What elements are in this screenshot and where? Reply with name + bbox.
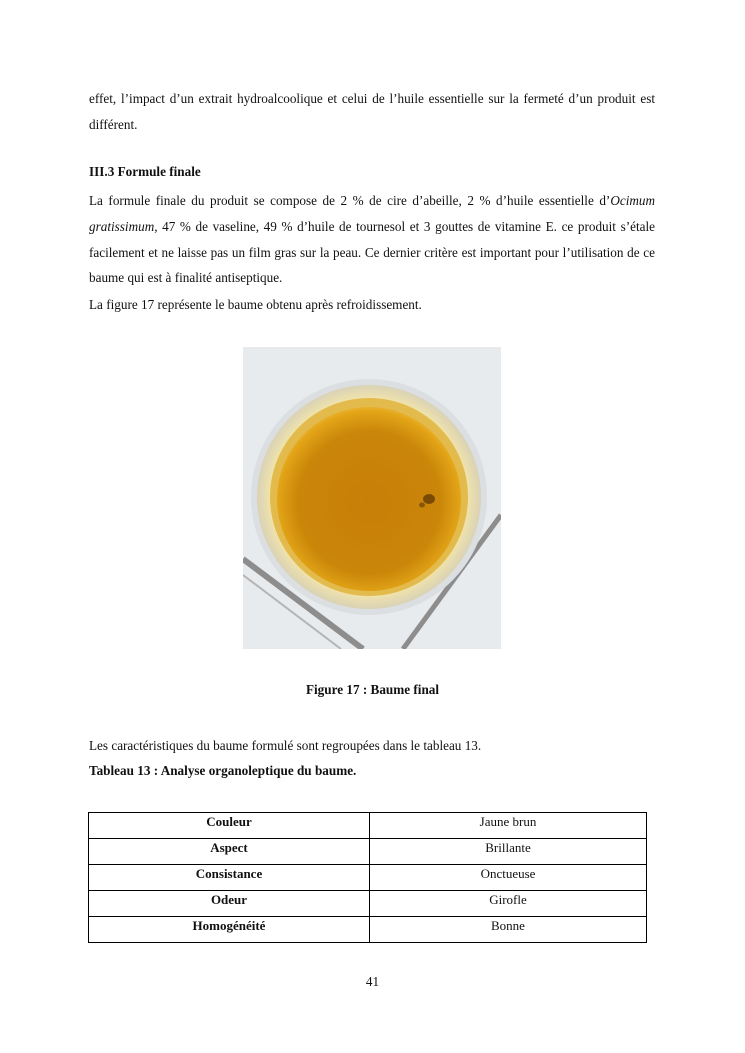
table-label-cell: Homogénéité: [89, 917, 370, 943]
formula-text-end: , 47 % de vaseline, 49 % d’huile de tournesol et 3 gouttes de vitamine E. ce produit s’étale facilement et ne laisse pas un film gras sur la peau. Ce dernier critère est important pour l’utilisation de ce baume qui est à finalité antiseptique.: [89, 218, 655, 286]
table-row: [89, 917, 647, 943]
formula-text-start: La formule finale du produit se compose de 2 % de cire d’abeille, 2 % d’huile essentielle d’: [89, 193, 611, 208]
balm-photo: [243, 347, 501, 649]
species-name: Ocimum gratissimum: [89, 193, 655, 234]
table-value-cell: Onctueuse: [370, 865, 647, 891]
table-row: [89, 891, 647, 917]
table-value-cell: Bonne: [370, 917, 647, 943]
table-value-cell: Girofle: [370, 891, 647, 917]
table-label-cell: Aspect: [89, 839, 370, 865]
section-heading: III.3 Formule finale: [89, 164, 201, 179]
paragraph-figure-reference: La figure 17 représente le baume obtenu après refroidissement.: [89, 297, 422, 312]
table-label-cell: Consistance: [89, 865, 370, 891]
table-row: [89, 865, 647, 891]
table-intro-text: Les caractéristiques du baume formulé sont regroupées dans le tableau 13.: [89, 738, 482, 753]
page-number: 41: [365, 974, 380, 989]
table-label-cell: Couleur: [89, 813, 370, 839]
table-value-cell: Brillante: [370, 839, 647, 865]
table-row: [89, 813, 647, 839]
paragraph-intro: effet, l’impact d’un extrait hydroalcoolique et celui de l’huile essentielle sur la fermeté d’un produit est différent.: [89, 91, 655, 132]
figure-caption: Figure 17 : Baume final: [305, 682, 440, 697]
table-caption: Tableau 13 : Analyse organoleptique du baume.: [89, 763, 357, 778]
table-value-cell: Jaune brun: [370, 813, 647, 839]
table-row: [89, 839, 647, 865]
balm-photo-svg: [243, 347, 501, 649]
table-label-cell: Odeur: [89, 891, 370, 917]
paragraph-formula: [89, 188, 655, 291]
balm-speck: [423, 494, 435, 504]
organoleptic-table: [88, 812, 647, 943]
balm-speck: [419, 503, 425, 508]
